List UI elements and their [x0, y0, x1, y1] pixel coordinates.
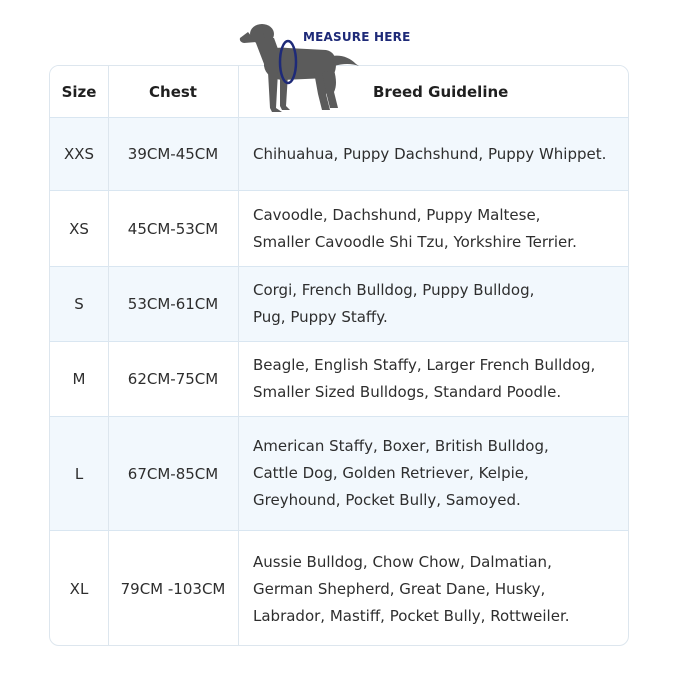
chest-cell — [108, 342, 238, 416]
size-chart-table — [49, 65, 629, 646]
column-divider — [108, 66, 109, 645]
size-value: S — [74, 295, 84, 313]
breed-line: Greyhound, Pocket Bully, Samoyed. — [253, 491, 521, 509]
size-cell — [50, 267, 108, 341]
header-chest-label: Chest — [149, 82, 197, 101]
breed-cell — [238, 417, 628, 530]
table-row — [50, 190, 628, 266]
breed-line: Labrador, Mastiff, Pocket Bully, Rottweiler. — [253, 606, 570, 625]
size-value: XS — [69, 219, 89, 238]
header-size-label: Size — [61, 82, 97, 101]
breed-text — [253, 202, 577, 256]
chest-cell — [108, 191, 238, 266]
breed-text — [253, 141, 606, 168]
chest-value: 62CM-75CM — [127, 370, 219, 388]
breed-line: American Staffy, Boxer, British Bulldog, — [253, 437, 549, 455]
table-row — [50, 530, 628, 646]
chest-value: 79CM -103CM — [120, 580, 226, 598]
breed-cell — [238, 531, 628, 646]
breed-text — [253, 277, 534, 331]
breed-line: Cattle Dog, Golden Retriever, Kelpie, — [253, 464, 529, 482]
header-breed-label: Breed Guideline — [373, 82, 509, 101]
breed-line: Smaller Cavoodle Shi Tzu, Yorkshire Terrier. — [253, 232, 577, 251]
column-divider — [238, 66, 239, 645]
size-value: M — [72, 370, 86, 388]
breed-line: Corgi, French Bulldog, Puppy Bulldog, — [253, 281, 535, 299]
chest-cell — [108, 267, 238, 341]
size-cell — [50, 191, 108, 266]
breed-line: Chihuahua, Puppy Dachshund, Puppy Whippet. — [253, 144, 607, 163]
breed-line: Cavoodle, Dachshund, Puppy Maltese, — [253, 205, 541, 224]
breed-line: Smaller Sized Bulldogs, Standard Poodle. — [253, 383, 562, 401]
table-row — [50, 117, 628, 190]
breed-cell — [238, 267, 628, 341]
measure-here-label: MEASURE HERE — [303, 30, 411, 44]
chest-cell — [108, 118, 238, 190]
size-cell — [50, 118, 108, 190]
breed-cell — [238, 191, 628, 266]
size-cell — [50, 417, 108, 530]
breed-text — [253, 352, 595, 406]
header-chest — [108, 66, 238, 117]
table-row — [50, 341, 628, 416]
size-value: XL — [69, 580, 89, 598]
header-size — [50, 66, 108, 117]
breed-text — [253, 433, 549, 514]
breed-line: Beagle, English Staffy, Larger French Bulldog, — [253, 356, 596, 374]
chest-value: 45CM-53CM — [127, 219, 219, 238]
breed-line: German Shepherd, Great Dane, Husky, — [253, 579, 546, 598]
size-cell — [50, 342, 108, 416]
chest-value: 53CM-61CM — [127, 295, 219, 313]
breed-cell — [238, 118, 628, 190]
size-value: XXS — [63, 145, 95, 163]
chest-value: 67CM-85CM — [127, 464, 219, 483]
size-value: L — [74, 464, 84, 483]
breed-cell — [238, 342, 628, 416]
breed-text — [253, 549, 570, 630]
chest-cell — [108, 531, 238, 646]
breed-line: Pug, Puppy Staffy. — [253, 308, 388, 326]
table-row — [50, 266, 628, 341]
table-row — [50, 416, 628, 530]
size-cell — [50, 531, 108, 646]
breed-line: Aussie Bulldog, Chow Chow, Dalmatian, — [253, 552, 552, 571]
chest-cell — [108, 417, 238, 530]
chest-value: 39CM-45CM — [127, 145, 219, 163]
